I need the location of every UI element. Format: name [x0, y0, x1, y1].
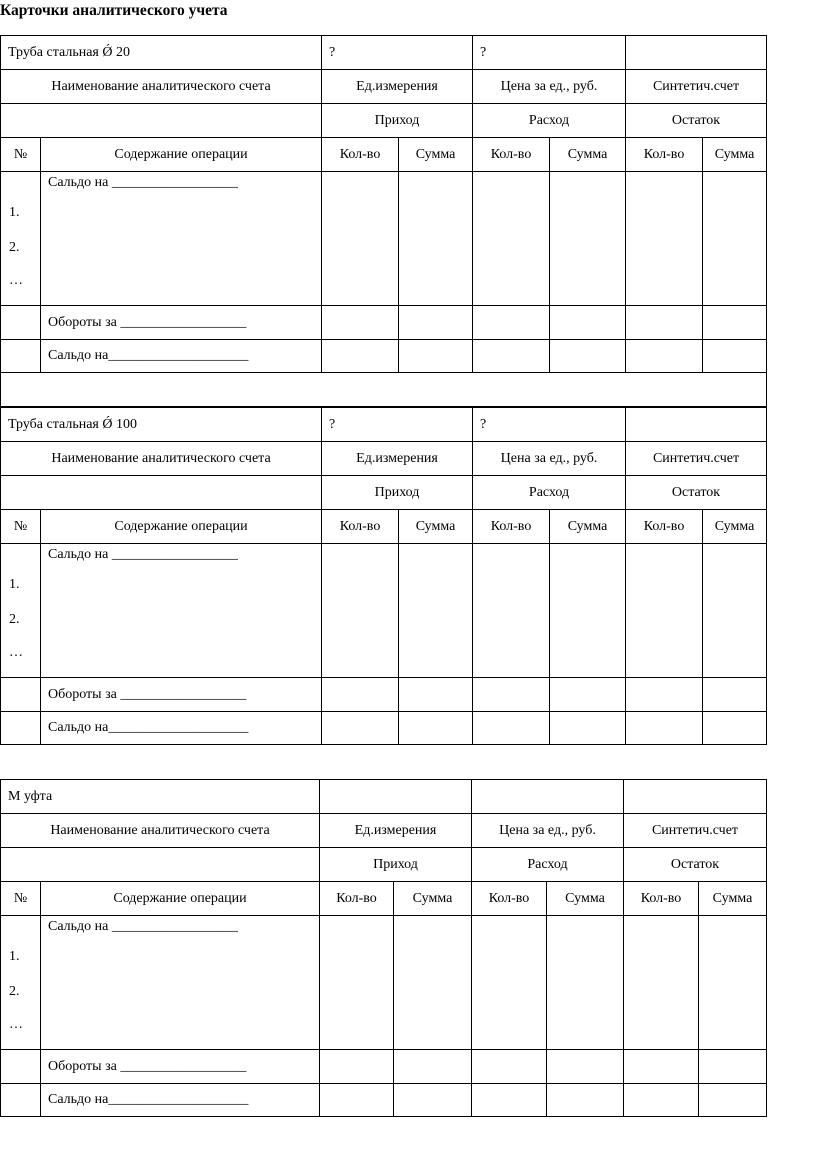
data-cell — [472, 916, 547, 1050]
unit-value: ? — [322, 36, 473, 70]
number-cell — [1, 340, 41, 373]
data-cell — [550, 712, 626, 745]
unit-header: Ед.измерения — [322, 70, 473, 104]
balance-sum-header: Сумма — [699, 882, 767, 916]
balance-header: Остаток — [624, 848, 767, 882]
row-number: 1. — [9, 949, 20, 964]
closing-balance-line: Сальдо на____________________ — [41, 340, 322, 373]
row-numbers-cell — [1, 916, 41, 1050]
data-cell — [473, 306, 550, 340]
data-cell — [703, 172, 767, 306]
row-number: 2. — [9, 984, 20, 999]
price-value: ? — [473, 36, 626, 70]
synthetic-value — [624, 780, 767, 814]
row-number: … — [9, 1017, 23, 1032]
row-number: … — [9, 273, 23, 288]
analytic-card-2 — [0, 407, 767, 745]
row-number: 1. — [9, 205, 20, 220]
income-header: Приход — [322, 104, 473, 138]
data-cell — [550, 544, 626, 678]
expense-qty-header: Кол-во — [472, 882, 547, 916]
blank-header-cell — [1, 848, 320, 882]
income-sum-header: Сумма — [399, 138, 473, 172]
data-cell — [626, 306, 703, 340]
synthetic-value — [626, 36, 767, 70]
synthetic-header: Синтетич.счет — [626, 442, 767, 476]
data-cell — [399, 172, 473, 306]
data-cell — [472, 1084, 547, 1117]
income-qty-header: Кол-во — [322, 510, 399, 544]
row-number: 1. — [9, 577, 20, 592]
item-name: Труба стальная Ǿ 20 — [1, 36, 322, 70]
data-cell — [320, 916, 394, 1050]
data-cell — [322, 712, 399, 745]
expense-header: Расход — [473, 104, 626, 138]
data-cell — [626, 544, 703, 678]
synthetic-value — [626, 408, 767, 442]
data-cell — [399, 340, 473, 373]
number-cell — [1, 678, 41, 712]
data-cell — [547, 1050, 624, 1084]
data-cell — [550, 306, 626, 340]
opening-balance-line: Сальдо на __________________ — [48, 175, 238, 190]
number-header: № — [1, 510, 41, 544]
data-cell — [624, 916, 699, 1050]
price-header: Цена за ед., руб. — [473, 70, 626, 104]
data-cell — [703, 306, 767, 340]
closing-balance-line: Сальдо на____________________ — [41, 1084, 320, 1117]
balance-qty-header: Кол-во — [626, 138, 703, 172]
expense-sum-header: Сумма — [550, 510, 626, 544]
operation-header: Содержание операции — [41, 510, 322, 544]
operation-cell — [41, 172, 322, 306]
turnover-line: Обороты за __________________ — [41, 1050, 320, 1084]
unit-value: ? — [322, 408, 473, 442]
row-number: 2. — [9, 612, 20, 627]
data-cell — [320, 1084, 394, 1117]
expense-header: Расход — [473, 476, 626, 510]
price-header: Цена за ед., руб. — [473, 442, 626, 476]
opening-balance-line: Сальдо на __________________ — [48, 547, 238, 562]
row-number: … — [9, 645, 23, 660]
data-cell — [322, 678, 399, 712]
price-header: Цена за ед., руб. — [472, 814, 624, 848]
balance-sum-header: Сумма — [703, 510, 767, 544]
data-cell — [399, 712, 473, 745]
price-value: ? — [473, 408, 626, 442]
number-cell — [1, 712, 41, 745]
operation-header: Содержание операции — [41, 882, 320, 916]
data-cell — [394, 1050, 472, 1084]
data-cell — [322, 544, 399, 678]
data-cell — [703, 712, 767, 745]
row-number: 2. — [9, 240, 20, 255]
income-qty-header: Кол-во — [322, 138, 399, 172]
closing-balance-line: Сальдо на____________________ — [41, 712, 322, 745]
blank-header-cell — [1, 476, 322, 510]
item-name: Труба стальная Ǿ 100 — [1, 408, 322, 442]
item-name: М уфта — [1, 780, 320, 814]
unit-header: Ед.измерения — [322, 442, 473, 476]
number-header: № — [1, 138, 41, 172]
row-numbers-cell — [1, 544, 41, 678]
expense-header: Расход — [472, 848, 624, 882]
synthetic-header: Синтетич.счет — [624, 814, 767, 848]
data-cell — [399, 678, 473, 712]
data-cell — [703, 544, 767, 678]
data-cell — [394, 916, 472, 1050]
data-cell — [473, 712, 550, 745]
page-title: Карточки аналитического учета — [0, 2, 228, 19]
data-cell — [473, 678, 550, 712]
data-cell — [626, 678, 703, 712]
row-numbers-cell — [1, 172, 41, 306]
balance-qty-header: Кол-во — [626, 510, 703, 544]
data-cell — [626, 712, 703, 745]
account-name-header: Наименование аналитического счета — [1, 70, 322, 104]
income-qty-header: Кол-во — [320, 882, 394, 916]
synthetic-header: Синтетич.счет — [626, 70, 767, 104]
expense-qty-header: Кол-во — [473, 510, 550, 544]
data-cell — [699, 1050, 767, 1084]
expense-sum-header: Сумма — [547, 882, 624, 916]
data-cell — [550, 340, 626, 373]
number-cell — [1, 1084, 41, 1117]
data-cell — [703, 340, 767, 373]
analytic-card-3 — [0, 779, 767, 1117]
price-value — [472, 780, 624, 814]
data-cell — [699, 1084, 767, 1117]
data-cell — [547, 916, 624, 1050]
data-cell — [550, 678, 626, 712]
data-cell — [472, 1050, 547, 1084]
data-cell — [626, 340, 703, 373]
opening-balance-line: Сальдо на __________________ — [48, 919, 238, 934]
data-cell — [624, 1084, 699, 1117]
data-cell — [399, 544, 473, 678]
balance-header: Остаток — [626, 476, 767, 510]
operation-cell — [41, 916, 320, 1050]
data-cell — [322, 306, 399, 340]
data-cell — [320, 1050, 394, 1084]
data-cell — [473, 340, 550, 373]
operation-cell — [41, 544, 322, 678]
turnover-line: Обороты за __________________ — [41, 678, 322, 712]
account-name-header: Наименование аналитического счета — [1, 442, 322, 476]
balance-header: Остаток — [626, 104, 767, 138]
income-sum-header: Сумма — [399, 510, 473, 544]
data-cell — [322, 172, 399, 306]
operation-header: Содержание операции — [41, 138, 322, 172]
data-cell — [473, 544, 550, 678]
expense-sum-header: Сумма — [550, 138, 626, 172]
data-cell — [399, 306, 473, 340]
data-cell — [624, 1050, 699, 1084]
balance-sum-header: Сумма — [703, 138, 767, 172]
income-sum-header: Сумма — [394, 882, 472, 916]
spacer-row — [1, 373, 767, 407]
data-cell — [626, 172, 703, 306]
data-cell — [703, 678, 767, 712]
data-cell — [322, 340, 399, 373]
data-cell — [550, 172, 626, 306]
data-cell — [547, 1084, 624, 1117]
number-header: № — [1, 882, 41, 916]
blank-header-cell — [1, 104, 322, 138]
balance-qty-header: Кол-во — [624, 882, 699, 916]
number-cell — [1, 306, 41, 340]
expense-qty-header: Кол-во — [473, 138, 550, 172]
analytic-card-1 — [0, 35, 767, 407]
unit-value — [320, 780, 472, 814]
income-header: Приход — [320, 848, 472, 882]
data-cell — [473, 172, 550, 306]
unit-header: Ед.измерения — [320, 814, 472, 848]
turnover-line: Обороты за __________________ — [41, 306, 322, 340]
data-cell — [699, 916, 767, 1050]
data-cell — [394, 1084, 472, 1117]
income-header: Приход — [322, 476, 473, 510]
number-cell — [1, 1050, 41, 1084]
account-name-header: Наименование аналитического счета — [1, 814, 320, 848]
